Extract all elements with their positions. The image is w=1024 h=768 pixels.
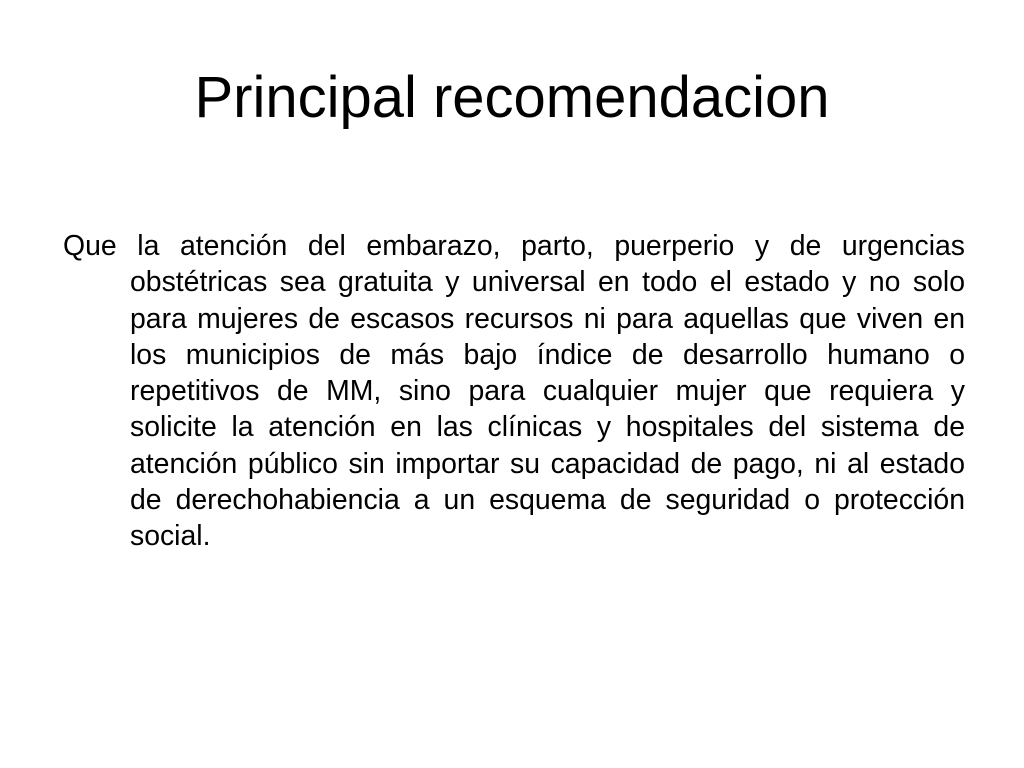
slide-title: Principal recomendacion [194, 65, 830, 130]
slide-body-text: Que la atención del embarazo, parto, puerperio y de urgencias obstétricas sea gratuita y universal en todo el estado y no solo para mujeres de escasos recursos ni para aquellas que viven en los municipios de más bajo índice de desarrollo humano o repetitivos de MM, sino para cualquier mujer que requiera y solicite la atención en las clínicas y hospitales del sistema de atención público sin importar su capacidad de pago, ni al estado de derechohabiencia a un esquema de seguridad o protección social. [63, 230, 965, 553]
